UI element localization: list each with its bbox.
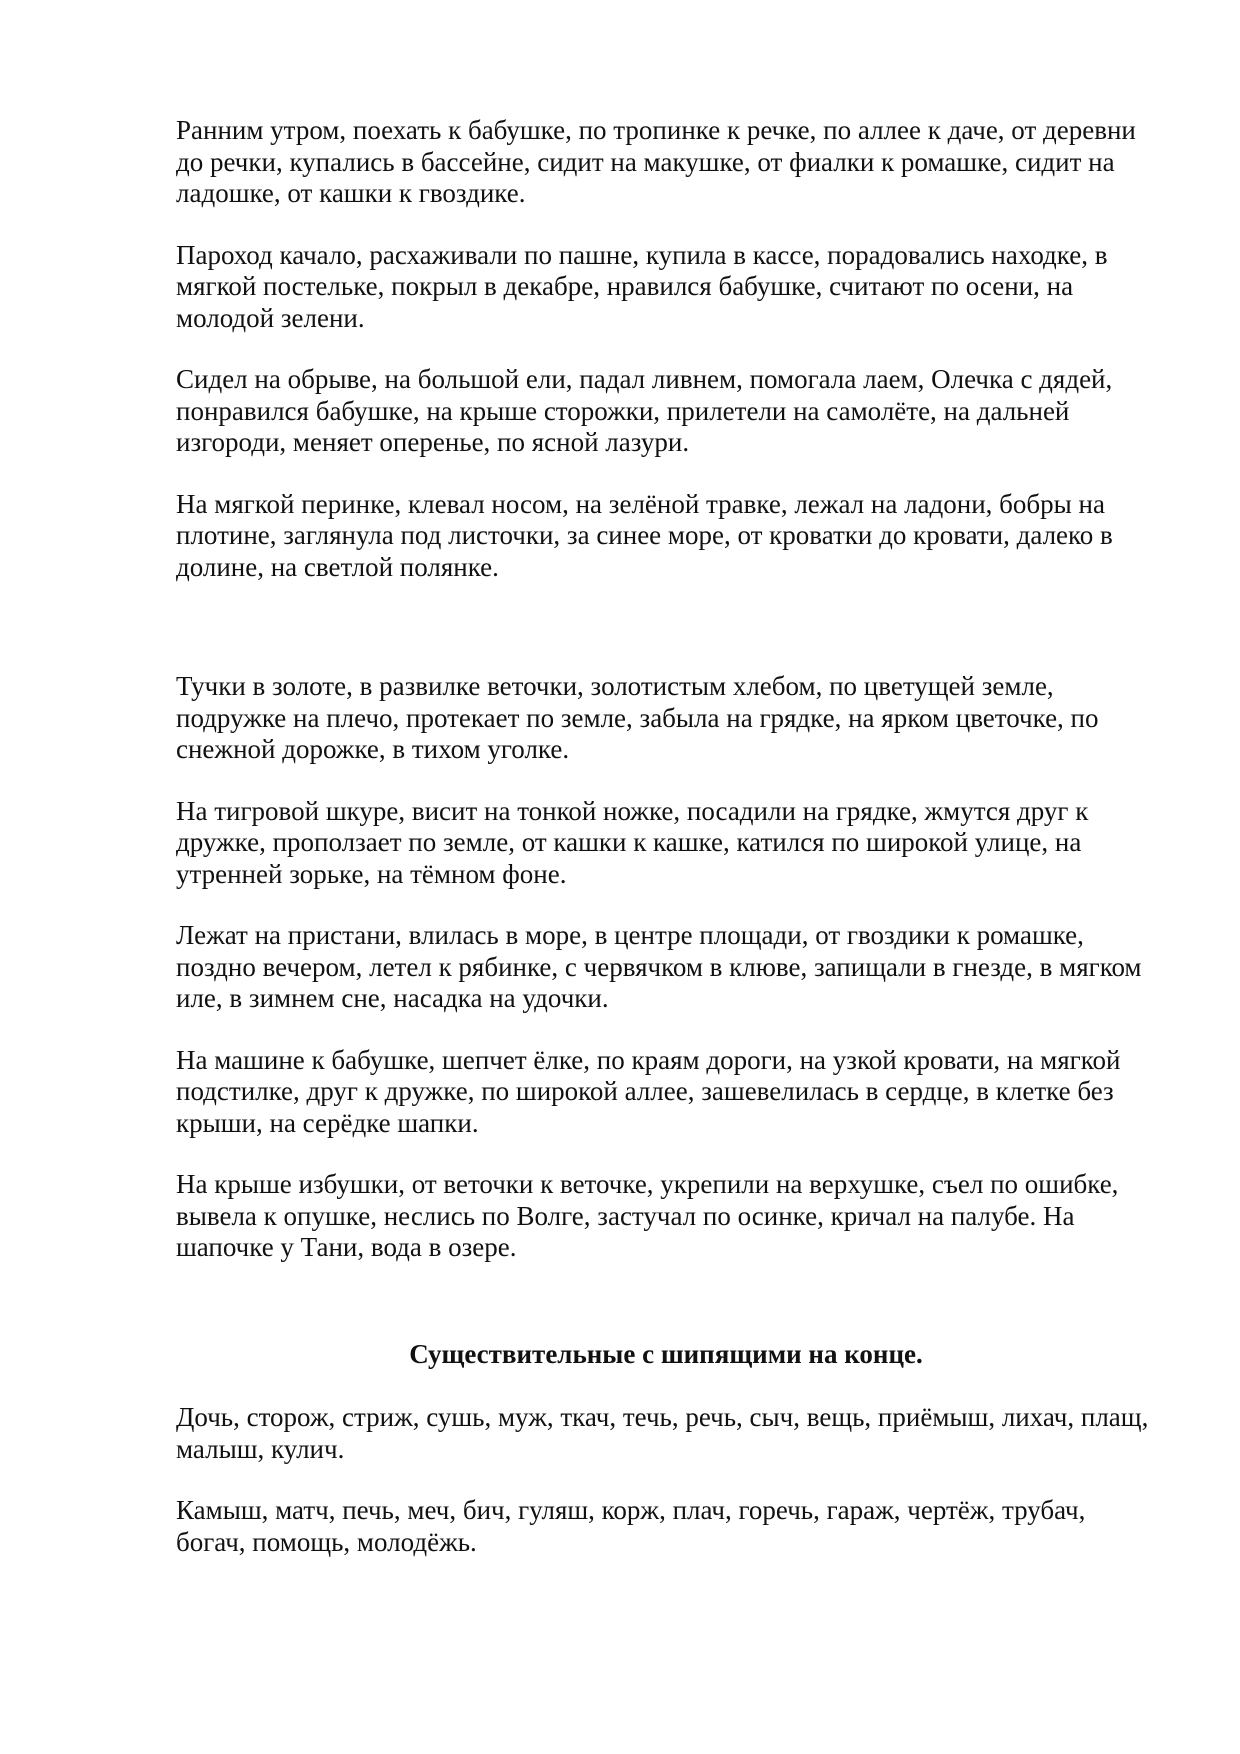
paragraph: На крыше избушки, от веточки к веточке, укрепили на верхушке, съел по ошибке, вывела к опушке, неслись по Волге, застучал по осинке, кричал на палубе. На шапочке у Тани, вода в озере. xyxy=(176,1169,1119,1262)
paragraph: Камыш, матч, печь, меч, бич, гуляш, корж, плач, горечь, гараж, чертёж, трубач, богач, помощь, молодёжь. xyxy=(176,1495,1086,1557)
paragraph: Сидел на обрыве, на большой ели, падал ливнем, помогала лаем, Олечка с дядей, понравился бабушке, на крыше сторожки, прилетели на самолёте, на дальней изгороди, меняет оперенье, по ясной лазури. xyxy=(176,364,1113,457)
paragraph: Пароход качало, расхаживали по пашне, купила в кассе, порадовались находке, в мягкой постельке, покрыл в декабре, нравился бабушке, считают по осени, на молодой зелени. xyxy=(176,239,1108,333)
paragraph: Тучки в золоте, в развилке веточки, золотистым хлебом, по цветущей земле, подружке на плечо, протекает по земле, забыла на грядке, на ярком цветочке, по снежной дорожке, в тихом уголке. xyxy=(176,671,1099,764)
paragraph: На тигровой шкуре, висит на тонкой ножке, посадили на грядке, жмутся друг к дружке, проползает по земле, от кашки к кашке, катился по широкой улице, на утренней зорьке, на тёмном фоне. xyxy=(176,795,1089,889)
paragraph: Дочь, сторож, стриж, сушь, муж, ткач, течь, речь, сыч, вещь, приёмыш, лихач, плащ, малыш, кулич. xyxy=(176,1402,1149,1464)
paragraph: Ранним утром, поехать к бабушке, по тропинке к речке, по аллее к даче, от деревни до речки, купались в бассейне, сидит на макушке, от фиалки к ромашке, сидит на ладошке, от кашки к гвоздике. xyxy=(176,115,1136,208)
document-body xyxy=(176,115,1156,1588)
spacer xyxy=(176,613,1156,671)
paragraph: На мягкой перинке, клевал носом, на зелёной травке, лежал на ладони, бобры на плотине, заглянула под листочки, за синее море, от кроватки до кровати, далеко в долине, на светлой полянке. xyxy=(176,488,1113,582)
paragraph: Лежат на пристани, влилась в море, в центре площади, от гвоздики к ромашке, поздно вечером, летел к рябинке, с червячком в клюве, запищали в гнезде, в мягком иле, в зимнем сне, насадка на удочки. xyxy=(176,920,1142,1013)
paragraph: На машине к бабушке, шепчет ёлке, по краям дороги, на узкой кровати, на мягкой подстилке, друг к дружке, по широкой аллее, зашевелилась в сердце, в клетке без крыши, на серёдке шапки. xyxy=(176,1044,1121,1138)
section-heading: Существительные с шипящими на конце. xyxy=(409,1338,923,1369)
spacer xyxy=(176,1294,1156,1339)
